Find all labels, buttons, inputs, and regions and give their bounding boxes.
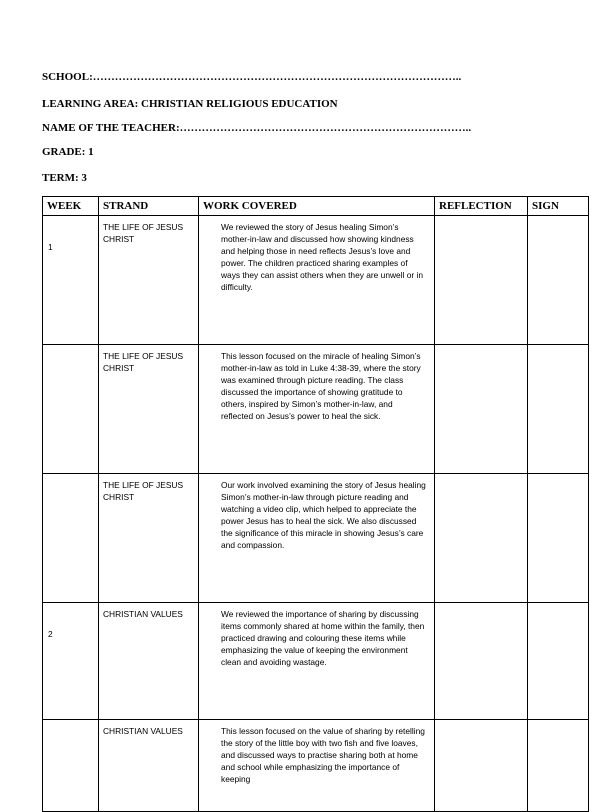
- reflection-cell: [435, 345, 528, 474]
- table-row: [43, 474, 589, 603]
- record-of-work-table: [42, 196, 589, 812]
- week-cell: [43, 603, 99, 720]
- week-cell: [43, 720, 99, 812]
- week-cell: [43, 216, 99, 345]
- sign-cell: [528, 720, 589, 812]
- sign-cell: [528, 603, 589, 720]
- strand-cell: THE LIFE OF JESUS CHRIST: [99, 216, 199, 345]
- strand-cell: THE LIFE OF JESUS CHRIST: [99, 474, 199, 603]
- column-header-work-covered: WORK COVERED: [199, 197, 435, 216]
- table-header-row: [43, 197, 589, 216]
- work-covered-cell: We reviewed the importance of sharing by discussing items commonly shared at home within the family, then practiced drawing and colouring these items while emphasizing the value of keeping the environment clean and avoiding wastage.: [199, 603, 435, 720]
- strand-cell: CHRISTIAN VALUES: [99, 603, 199, 720]
- reflection-cell: [435, 603, 528, 720]
- teacher-line: NAME OF THE TEACHER:……………………………………………………………………..: [42, 122, 472, 134]
- table-row: [43, 720, 589, 812]
- strand-cell: CHRISTIAN VALUES: [99, 720, 199, 812]
- sign-cell: [528, 345, 589, 474]
- column-header-sign: SIGN: [528, 197, 589, 216]
- week-number: 1: [48, 242, 53, 252]
- work-covered-cell: This lesson focused on the value of sharing by retelling the story of the little boy with two fish and five loaves, and discussed ways to practise sharing both at home and school while emphasizing the importance of keeping: [199, 720, 435, 812]
- week-cell: [43, 345, 99, 474]
- sign-cell: [528, 216, 589, 345]
- school-line: SCHOOL:………………………………………………………………………………………..: [42, 71, 462, 83]
- column-header-reflection: REFLECTION: [435, 197, 528, 216]
- column-header-strand: STRAND: [99, 197, 199, 216]
- work-covered-cell: This lesson focused on the miracle of healing Simon’s mother-in-law as told in Luke 4:38-39, where the story was examined through picture reading. The class discussed the importance of showing gratitude to others, inspired by Simon’s mother-in-law, and reflected on Jesus’s power to heal the sick.: [199, 345, 435, 474]
- reflection-cell: [435, 720, 528, 812]
- reflection-cell: [435, 216, 528, 345]
- week-number: 2: [48, 629, 53, 639]
- table-row: [43, 216, 589, 345]
- sign-cell: [528, 474, 589, 603]
- table-row: [43, 345, 589, 474]
- table-row: [43, 603, 589, 720]
- strand-cell: THE LIFE OF JESUS CHRIST: [99, 345, 199, 474]
- work-covered-cell: We reviewed the story of Jesus healing Simon’s mother-in-law and discussed how showing kindness and helping those in need reflects Jesus’s love and power. The children practiced sharing examples of ways they can assist others when they are unwell or in difficulty.: [199, 216, 435, 345]
- term-line: TERM: 3: [42, 172, 87, 184]
- grade-line: GRADE: 1: [42, 146, 94, 158]
- learning-area-line: LEARNING AREA: CHRISTIAN RELIGIOUS EDUCATION: [42, 98, 338, 110]
- week-cell: [43, 474, 99, 603]
- reflection-cell: [435, 474, 528, 603]
- column-header-week: WEEK: [43, 197, 99, 216]
- work-covered-cell: Our work involved examining the story of Jesus healing Simon’s mother-in-law through picture reading and watching a video clip, which helped to appreciate the power Jesus has to heal the sick. We also discussed the significance of this miracle in showing Jesus’s care and compassion.: [199, 474, 435, 603]
